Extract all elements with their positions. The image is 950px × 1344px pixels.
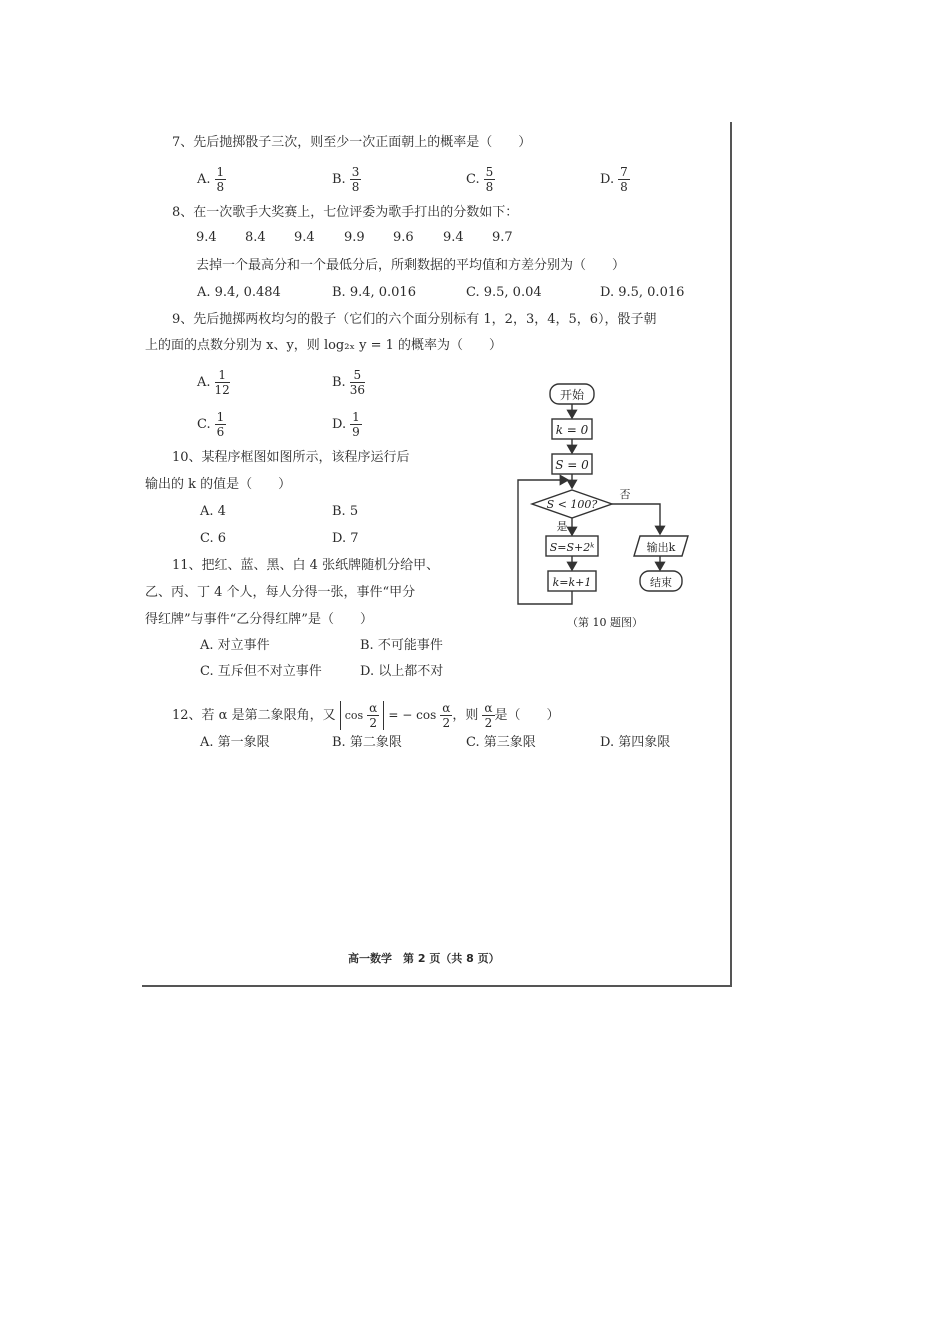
flowchart-init-k-label: k = 0 [555,423,589,437]
numerator: 5 [350,368,365,383]
flowchart-update-s-label: S=S+2ᵏ [549,541,595,554]
denominator: 2 [442,716,451,730]
flowchart-end-label: 结束 [650,576,672,589]
q9-option-a [197,368,230,397]
q7-option-a [197,165,226,194]
q10-option-a: A. 4 [200,504,226,519]
q12-stem-a: 12、若 α 是第二象限角，又 [172,708,336,723]
q10-option-b: B. 5 [332,504,359,519]
q12-stem-d: 是（ ） [494,708,560,723]
denominator: 8 [620,180,628,194]
fraction [350,165,362,194]
fraction [482,701,494,730]
page-border-right [730,122,732,987]
flowchart-update-k-label: k=k+1 [552,576,592,589]
denominator: 9 [352,425,360,439]
option-letter: D. [600,172,615,187]
q11-stem-2: 乙、丙、丁 4 个人，每人分得一张，事件“甲分 [145,585,416,600]
q8-score: 9.4 [294,230,315,245]
option-letter: D. [332,417,347,432]
q9-stem-2: 上的面的点数分别为 x、y，则 log₂ₓ y = 1 的概率为（ ） [145,338,503,353]
q11-stem-3: 得红牌”与事件“乙分得红牌”是（ ） [145,612,373,627]
fraction [215,165,227,194]
q7-stem: 7、先后抛掷骰子三次，则至少一次正面朝上的概率是（ ） [172,135,532,150]
option-letter: A. [197,172,211,187]
numerator: 5 [485,165,494,179]
flowchart-output-label: 输出k [646,541,676,554]
flowchart-start-label: 开始 [559,388,585,402]
q8-score: 9.4 [443,230,464,245]
numerator: 1 [216,165,225,179]
denominator: 8 [216,180,225,194]
numerator: α [369,701,378,715]
q12-stem [172,700,560,731]
numerator: 7 [620,165,628,179]
q8-option-b: B. 9.4, 0.016 [332,285,416,300]
q7-option-d [600,165,630,194]
option-letter: B. [332,375,346,390]
q8-option-a: A. 9.4, 0.484 [197,285,281,300]
denominator: 2 [369,716,378,730]
q8-option-d: D. 9.5, 0.016 [600,285,685,300]
q10-stem: 10、某程序框图如图所示，该程序运行后 [172,450,410,465]
q7-option-b [332,165,361,194]
q12-option-c: C. 第三象限 [466,735,536,750]
numerator: 1 [216,410,225,424]
denominator: 8 [351,180,360,194]
q12-option-d: D. 第四象限 [600,735,671,750]
numerator: 3 [351,165,360,179]
q8-score: 9.9 [344,230,365,245]
page-footer-text: 高一数学 第 2 页（共 8 页） [348,952,500,965]
q9-stem: 9、先后抛掷两枚均匀的骰子（它们的六个面分别标有 1，2，3，4，5，6），骰子朝 [172,312,657,327]
fraction [618,165,630,194]
fraction [484,165,496,194]
q8-score: 8.4 [245,230,266,245]
fraction [215,368,230,397]
absolute-value [340,701,385,730]
flowchart-yes-label: 是 [556,520,568,533]
q8-stem-2: 去掉一个最高分和一个最低分后，所剩数据的平均值和方差分别为（ ） [196,258,626,273]
q11-option-c: C. 互斥但不对立事件 [200,664,322,679]
fraction [367,701,379,730]
denominator: 12 [214,383,230,397]
q8-option-c: C. 9.5, 0.04 [466,285,542,300]
fraction [215,410,227,439]
q10-option-d: D. 7 [332,531,359,546]
option-letter: C. [466,172,480,187]
fraction [350,410,362,439]
numerator: α [484,701,493,715]
cos-label: cos [344,709,364,722]
q12-option-a: A. 第一象限 [200,735,270,750]
q10-stem-2: 输出的 k 的值是（ ） [145,477,292,492]
numerator: 1 [215,368,230,383]
q11-option-b: B. 不可能事件 [360,638,443,653]
flowchart-condition-label: S < 100? [546,498,598,511]
q12-stem-c: ，则 [452,708,479,723]
q9-option-c [197,410,226,439]
fraction [350,368,365,397]
q11-option-d: D. 以上都不对 [360,664,444,679]
flowchart-init-s-label: S = 0 [555,458,589,472]
q9-option-d [332,410,362,439]
numerator: α [442,701,451,715]
page-border-bottom [142,985,732,987]
denominator: 36 [349,383,365,397]
option-letter: B. [332,172,346,187]
denominator: 6 [216,425,225,439]
fraction [440,701,452,730]
q8-score: 9.7 [492,230,513,245]
q8-score: 9.4 [196,230,217,245]
q8-score: 9.6 [393,230,414,245]
numerator: 1 [352,410,360,424]
flowchart [510,378,710,633]
option-letter: A. [197,375,211,390]
option-letter: C. [197,417,211,432]
q12-stem-b: = − cos [388,708,437,722]
q7-option-c [466,165,495,194]
q12-option-b: B. 第二象限 [332,735,402,750]
denominator: 2 [484,716,493,730]
q11-stem: 11、把红、蓝、黑、白 4 张纸牌随机分给甲、 [172,558,440,573]
flowchart-no-label: 否 [619,488,631,501]
q10-option-c: C. 6 [200,531,227,546]
q9-option-b [332,368,365,397]
denominator: 8 [485,180,494,194]
q11-option-a: A. 对立事件 [200,638,270,653]
flowchart-arrow [612,504,660,534]
flowchart-caption: （第 10 题图） [567,616,643,629]
q8-stem: 8、在一次歌手大奖赛上，七位评委为歌手打出的分数如下： [172,205,519,220]
